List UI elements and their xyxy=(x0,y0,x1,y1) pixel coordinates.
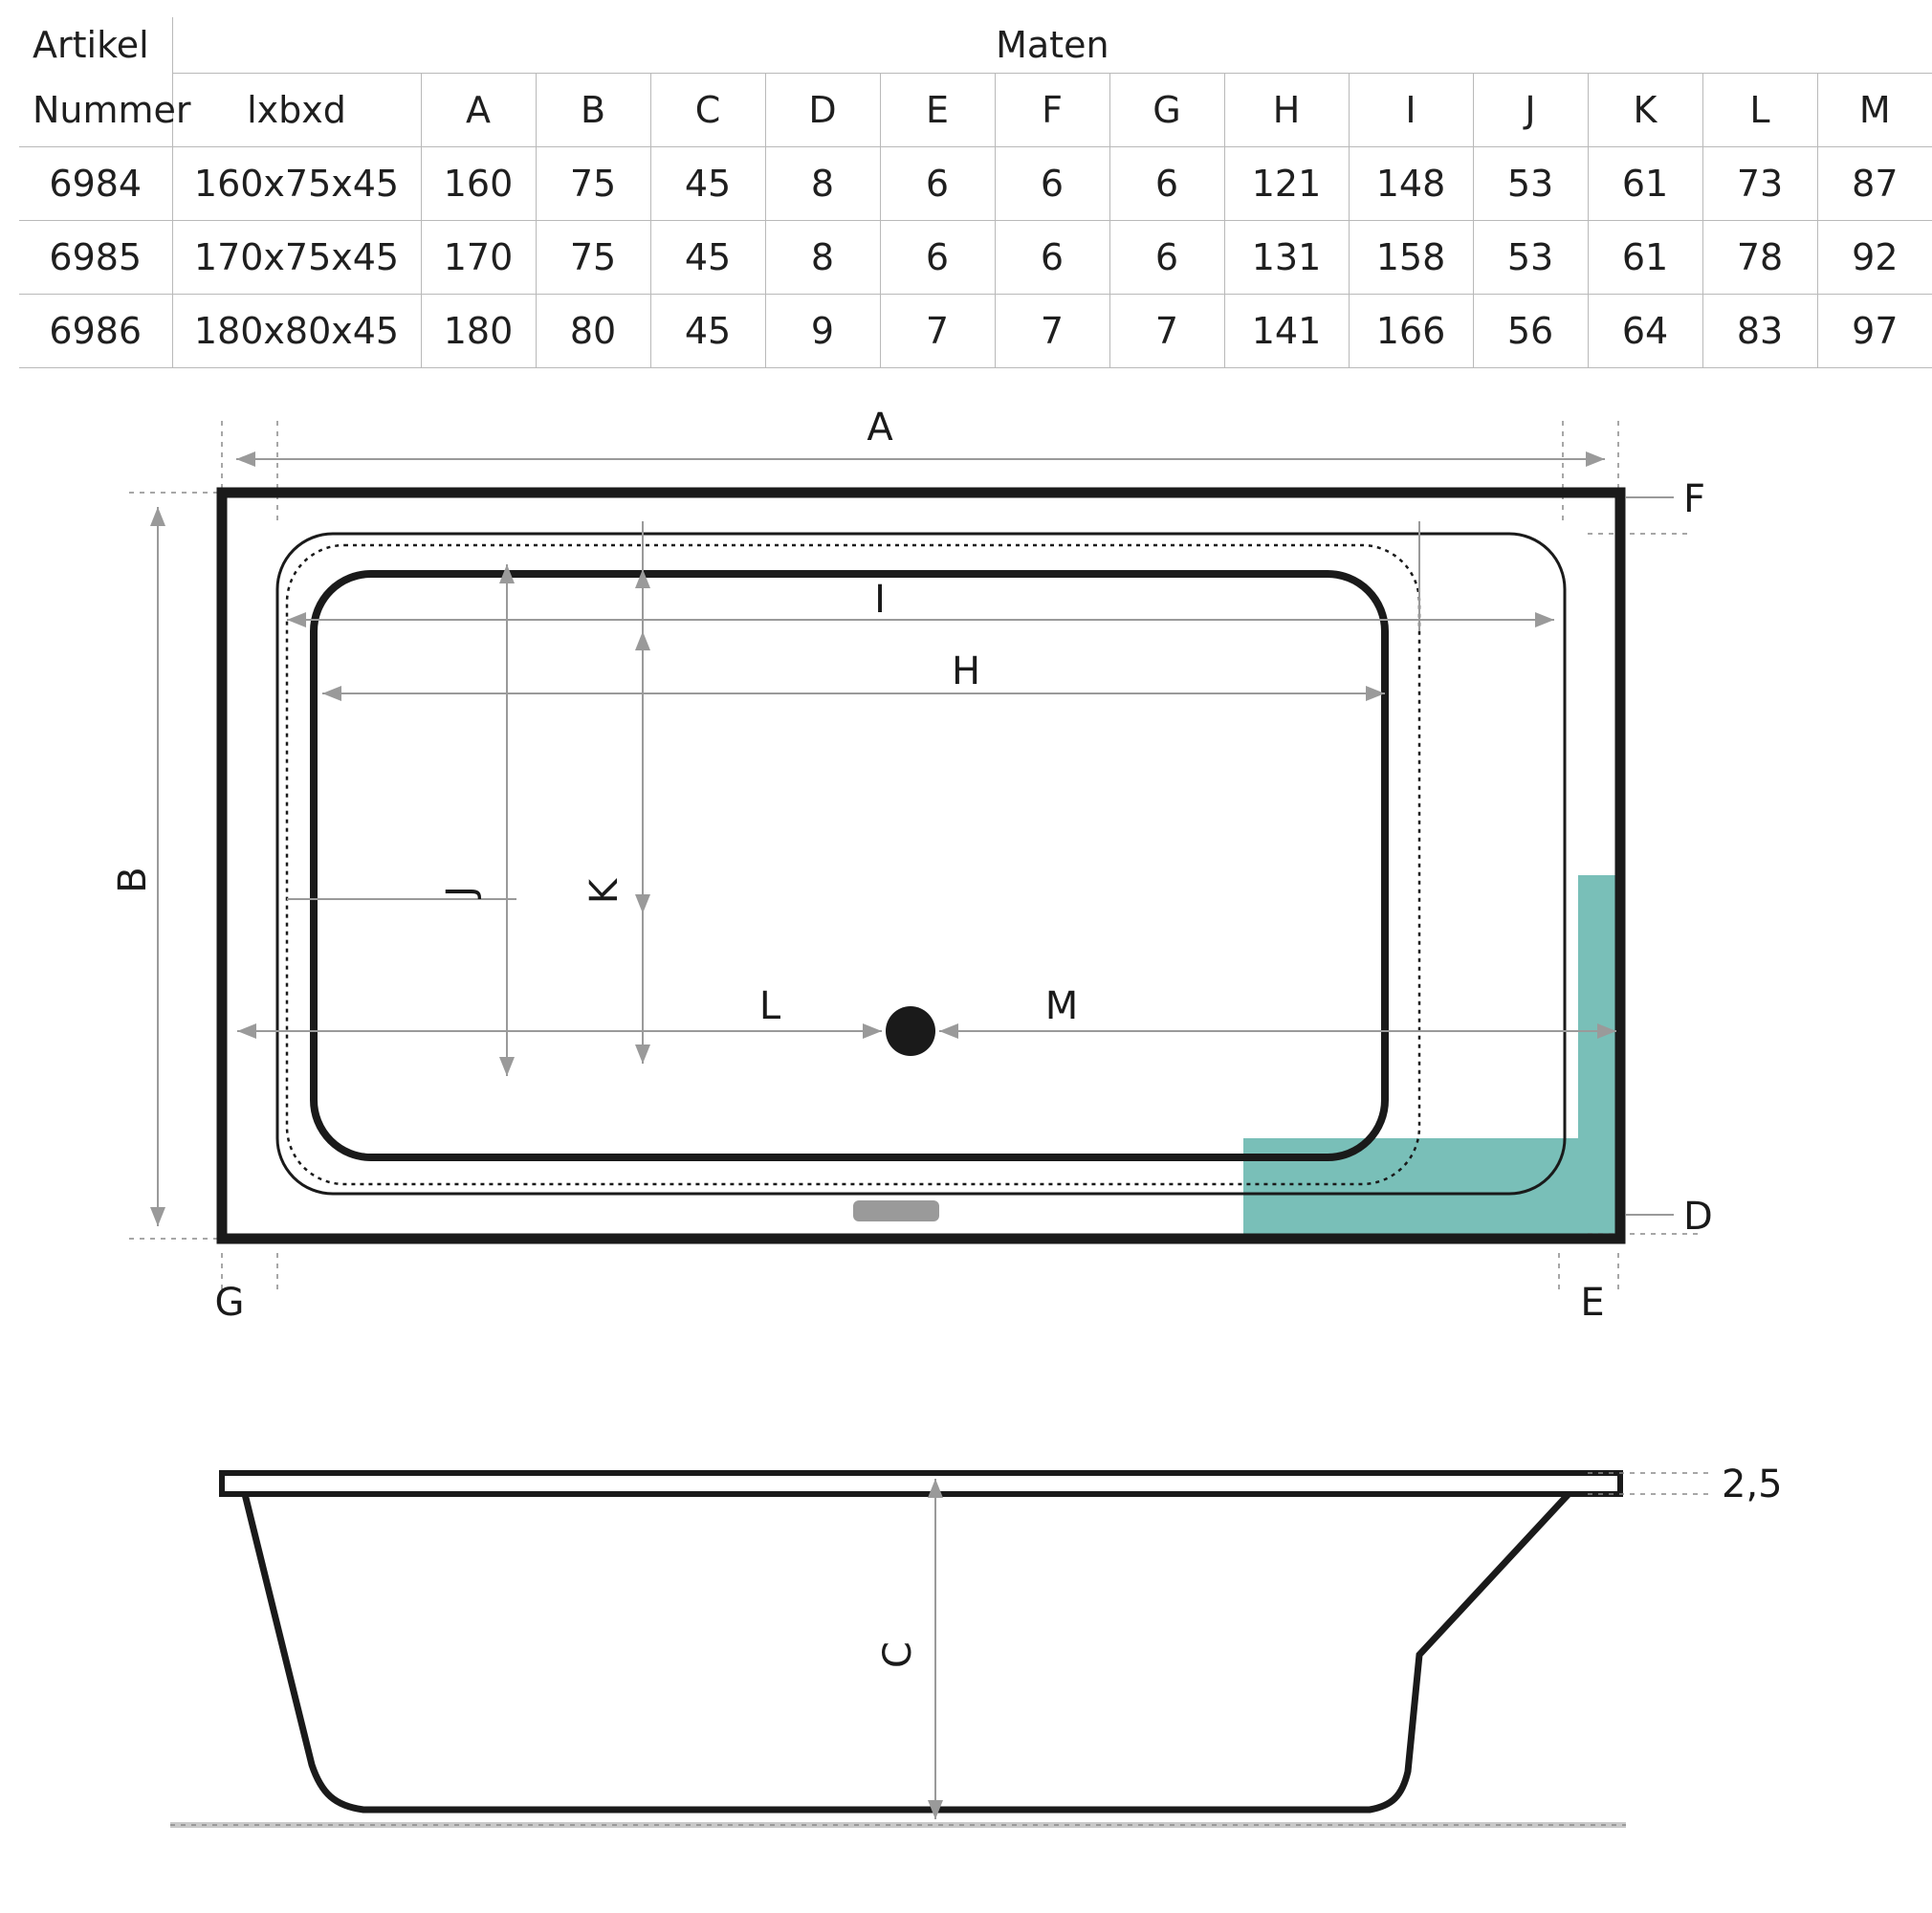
cell-a: 160 xyxy=(421,147,536,221)
header-artikel: Artikel xyxy=(19,17,172,74)
bath-rim-line-dashed xyxy=(287,545,1419,1184)
label-thickness: 2,5 xyxy=(1722,1462,1783,1506)
cell-b: 75 xyxy=(536,147,650,221)
cell-e: 6 xyxy=(880,147,995,221)
cell-c: 45 xyxy=(650,295,765,368)
header-col-l: L xyxy=(1702,74,1817,147)
cell-nummer: 6986 xyxy=(19,295,172,368)
label-d: D xyxy=(1683,1195,1713,1239)
label-f: F xyxy=(1683,477,1706,521)
header-lxbxd: lxbxd xyxy=(172,74,421,147)
cell-k: 61 xyxy=(1588,147,1702,221)
cell-j: 56 xyxy=(1473,295,1588,368)
table-row xyxy=(19,295,1932,368)
header-col-i: I xyxy=(1349,74,1473,147)
label-j: J xyxy=(439,886,483,897)
side-view xyxy=(170,1462,1783,1825)
cell-j: 53 xyxy=(1473,147,1588,221)
cell-h: 131 xyxy=(1224,221,1349,295)
bath-inner-basin xyxy=(314,574,1385,1157)
cell-lxbxd: 180x80x45 xyxy=(172,295,421,368)
cell-g: 7 xyxy=(1109,295,1224,368)
header-col-m: M xyxy=(1817,74,1932,147)
cell-g: 6 xyxy=(1109,221,1224,295)
header-maten: Maten xyxy=(172,17,1932,74)
header-col-e: E xyxy=(880,74,995,147)
header-col-k: K xyxy=(1588,74,1702,147)
cell-c: 45 xyxy=(650,147,765,221)
label-m: M xyxy=(1044,984,1079,1028)
cell-m: 97 xyxy=(1817,295,1932,368)
table-header-top-row xyxy=(19,17,1932,74)
cell-l: 78 xyxy=(1702,221,1817,295)
label-k: K xyxy=(582,878,626,905)
bath-outer-rim xyxy=(222,493,1620,1239)
cell-i: 158 xyxy=(1349,221,1473,295)
label-e: E xyxy=(1580,1281,1605,1325)
label-l: L xyxy=(758,984,781,1028)
header-col-f: F xyxy=(995,74,1109,147)
header-col-g: G xyxy=(1109,74,1224,147)
header-col-b: B xyxy=(536,74,650,147)
cell-f: 6 xyxy=(995,221,1109,295)
header-col-j: J xyxy=(1473,74,1588,147)
label-b: B xyxy=(111,867,155,893)
cell-e: 6 xyxy=(880,221,995,295)
header-col-c: C xyxy=(650,74,765,147)
cell-d: 8 xyxy=(765,221,880,295)
cell-nummer: 6984 xyxy=(19,147,172,221)
label-h: H xyxy=(951,649,981,693)
cell-f: 6 xyxy=(995,147,1109,221)
cell-lxbxd: 160x75x45 xyxy=(172,147,421,221)
cell-b: 75 xyxy=(536,221,650,295)
cell-m: 92 xyxy=(1817,221,1932,295)
technical-drawing xyxy=(0,406,1913,1913)
header-nummer: Nummer xyxy=(19,74,172,147)
bath-rim-line-outer xyxy=(277,534,1565,1194)
table-row xyxy=(19,147,1932,221)
cell-k: 61 xyxy=(1588,221,1702,295)
cell-i: 148 xyxy=(1349,147,1473,221)
cell-i: 166 xyxy=(1349,295,1473,368)
cell-c: 45 xyxy=(650,221,765,295)
cell-l: 83 xyxy=(1702,295,1817,368)
top-view xyxy=(111,406,1713,1325)
cell-k: 64 xyxy=(1588,295,1702,368)
cell-e: 7 xyxy=(880,295,995,368)
spec-table-container xyxy=(19,17,1899,368)
label-c: C xyxy=(876,1641,920,1668)
header-col-a: A xyxy=(421,74,536,147)
header-col-h: H xyxy=(1224,74,1349,147)
cell-g: 6 xyxy=(1109,147,1224,221)
overflow-slot-icon xyxy=(853,1200,939,1221)
cell-f: 7 xyxy=(995,295,1109,368)
cell-h: 141 xyxy=(1224,295,1349,368)
label-g: G xyxy=(214,1281,245,1325)
table-header-sub-row xyxy=(19,74,1932,147)
drain-icon xyxy=(886,1006,935,1056)
label-a: A xyxy=(867,406,893,450)
cell-h: 121 xyxy=(1224,147,1349,221)
side-view-rim xyxy=(222,1473,1620,1494)
label-i: I xyxy=(874,578,886,622)
cell-d: 9 xyxy=(765,295,880,368)
cell-j: 53 xyxy=(1473,221,1588,295)
spec-table xyxy=(19,17,1932,368)
table-row xyxy=(19,221,1932,295)
cell-m: 87 xyxy=(1817,147,1932,221)
cell-a: 170 xyxy=(421,221,536,295)
cell-a: 180 xyxy=(421,295,536,368)
cell-l: 73 xyxy=(1702,147,1817,221)
cell-d: 8 xyxy=(765,147,880,221)
cell-nummer: 6985 xyxy=(19,221,172,295)
cell-b: 80 xyxy=(536,295,650,368)
header-col-d: D xyxy=(765,74,880,147)
cell-lxbxd: 170x75x45 xyxy=(172,221,421,295)
